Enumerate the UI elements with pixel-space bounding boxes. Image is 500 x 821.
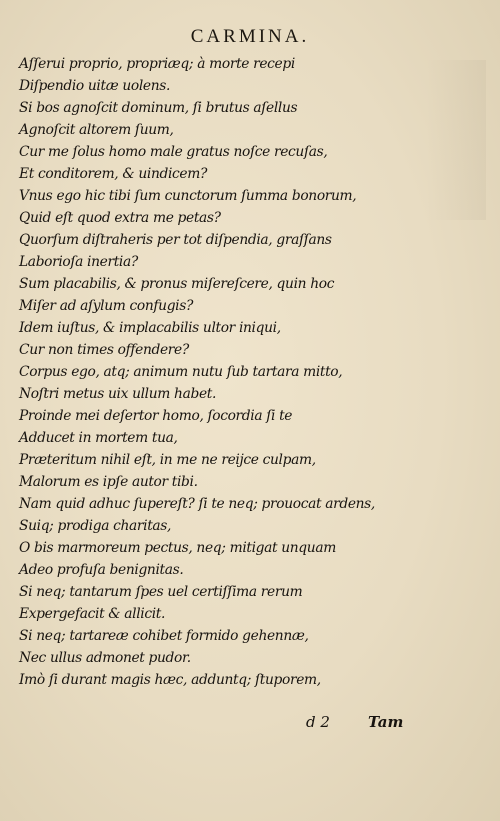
poem-line: Adeo profuſa benignitas. <box>19 562 184 578</box>
signature-mark: d 2 <box>306 713 330 731</box>
poem-line: Si bos agnoſcit dominum, ſi brutus aſellus <box>19 100 298 116</box>
poem-line: Si neq; tartareæ cohibet formido gehennæ, <box>19 628 309 644</box>
catchword: Tam <box>368 713 404 731</box>
poem-line: Suiq; prodiga charitas, <box>19 518 172 534</box>
poem-line: Expergefacit & allicit. <box>19 606 165 622</box>
poem-line: Vnus ego hic tibi ſum cunctorum ſumma bonorum, <box>19 188 357 204</box>
show-through-shadow <box>426 60 486 220</box>
poem-line: O bis marmoreum pectus, neq; mitigat unquam <box>19 540 336 556</box>
poem-line: Adducet in mortem tua, <box>19 430 178 446</box>
page-footer <box>0 713 500 737</box>
poem-line: Noſtri metus uix ullum habet. <box>19 386 216 402</box>
poem-line: Laborioſa inertia? <box>19 254 138 270</box>
poem-line: Agnoſcit altorem ſuum, <box>19 122 174 138</box>
poem-line: Nam quid adhuc ſupereſt? ſi te neq; prouocat ardens, <box>19 496 375 512</box>
poem-line: Malorum es ipſe autor tibi. <box>19 474 198 490</box>
poem-line: Et conditorem, & uindicem? <box>19 166 207 182</box>
poem-line: Corpus ego, atq; animum nutu ſub tartara mitto, <box>19 364 343 380</box>
poem-line: Imò ſi durant magis hæc, adduntq; ſtuporem, <box>19 672 321 688</box>
poem-line: Diſpendio uitæ uolens. <box>19 78 171 94</box>
poem-text-block <box>19 53 429 691</box>
poem-line: Quorſum diſtraheris per tot diſpendia, graſſans <box>19 232 332 248</box>
poem-line: Præteritum nihil eſt, in me ne reijce culpam, <box>19 452 316 468</box>
poem-line: Si neq; tantarum ſpes uel certiſſima rerum <box>19 584 303 600</box>
poem-line: Nec ullus admonet pudor. <box>19 650 191 666</box>
poem-line: Aſſerui proprio, propriæq; à morte recepi <box>19 56 295 72</box>
running-head: CARMINA. <box>190 26 310 47</box>
poem-line: Cur me ſolus homo male gratus noſce recuſas, <box>19 144 328 160</box>
poem-line: Cur non times offendere? <box>19 342 189 358</box>
poem-line: Proinde mei deſertor homo, ſocordia ſi te <box>19 408 293 424</box>
poem-line: Quid eſt quod extra me petas? <box>19 210 221 226</box>
poem-line: Miſer ad aſylum confugis? <box>19 298 194 314</box>
poem-line: Sum placabilis, & pronus miſereſcere, quin hoc <box>19 276 335 292</box>
poem-line: Idem iuſtus, & implacabilis ultor iniqui, <box>19 320 281 336</box>
